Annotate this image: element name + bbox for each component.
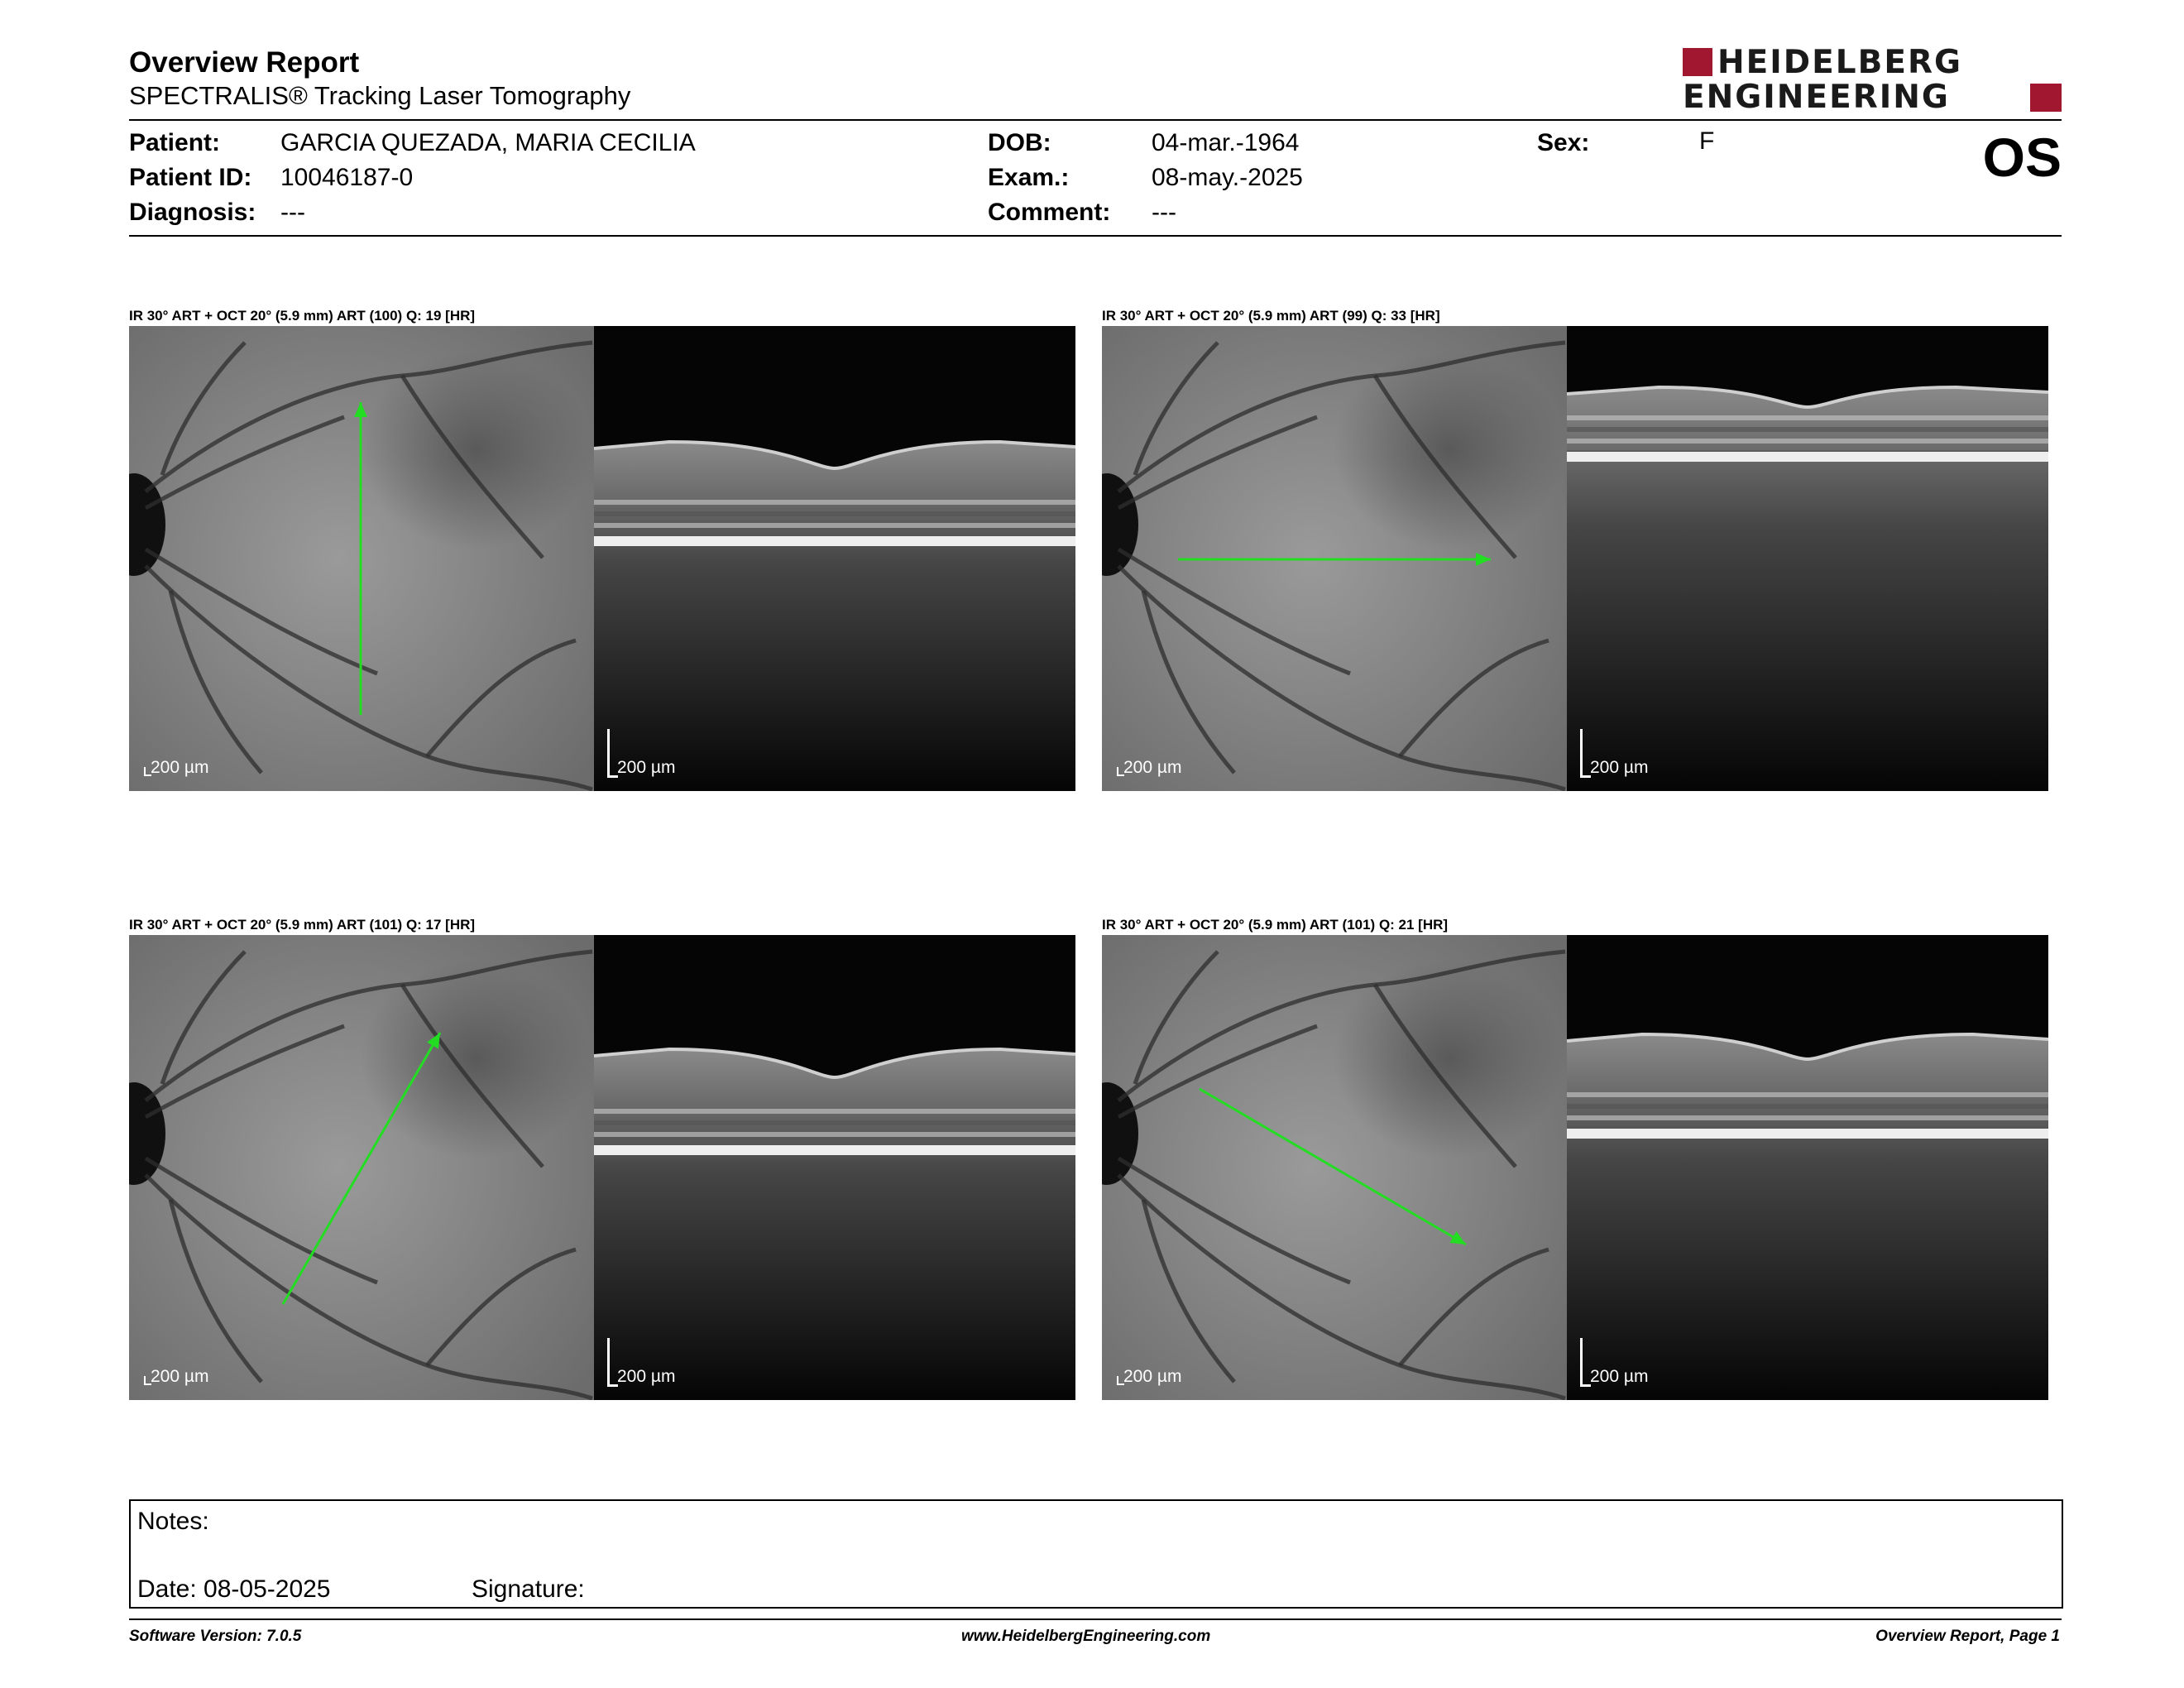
macula-region [361,351,592,549]
retinal-layer-band [1567,1092,2048,1097]
retina-tissue [1567,1034,2048,1400]
retinal-layer-band [1567,439,2048,444]
patient-label: Patient: [129,129,221,156]
fundus-svg [129,326,594,791]
rpe-band [1567,1129,2048,1139]
patient-name: GARCIA QUEZADA, MARIA CECILIA [280,129,696,156]
macula-region [1334,351,1565,549]
oct-scale-bar: 200 µm [614,758,675,778]
scan-panel-4 [1102,917,2048,1402]
sex-label: Sex: [1537,129,1590,156]
exam-label: Exam.: [988,164,1070,191]
scan-title: IR 30° ART + OCT 20° (5.9 mm) ART (101) Q: 17 [HR] [129,917,476,933]
oct-svg [594,326,1075,791]
footer-divider [129,1618,2062,1620]
notes-label: Notes: [137,1508,209,1535]
retinal-layer-band [594,1109,1075,1114]
comment-label: Comment: [988,199,1111,226]
website-link[interactable]: www.HeidelbergEngineering.com [961,1628,1211,1645]
macula-region [361,960,592,1158]
date-text: Date: 08-05-2025 [137,1575,331,1603]
scan-title: IR 30° ART + OCT 20° (5.9 mm) ART (99) Q: 33 [HR] [1102,308,1440,324]
ir-fundus-image [129,326,594,791]
rpe-band [594,1145,1075,1155]
macula-region [1334,960,1565,1158]
heidelberg-engineering-logo [1683,46,2062,116]
ir-fundus-image [1102,935,1567,1400]
patient-id-value: 10046187-0 [280,164,414,191]
ir-fundus-image [1102,326,1567,791]
scan-panel-3 [129,917,1075,1402]
report-title: Overview Report [129,46,360,79]
oct-bscan-image [594,326,1075,791]
comment-value: --- [1152,199,1176,226]
retina-tissue [594,442,1075,791]
fundus-scale-bar: 200 µm [1120,758,1181,778]
header-divider-bottom [129,235,2062,237]
fundus-svg [129,935,594,1400]
retinal-layer-band [594,1132,1075,1137]
diagnosis-value: --- [280,199,305,226]
exam-value: 08-may.-2025 [1152,164,1303,191]
retinal-layer-band [594,1120,1075,1125]
oct-scale-bar: 200 µm [1587,758,1648,778]
page-indicator: Overview Report, Page 1 [1875,1628,2060,1645]
dob-label: DOB: [988,129,1051,156]
scan-title: IR 30° ART + OCT 20° (5.9 mm) ART (101) Q: 21 [HR] [1102,917,1449,933]
logo-line1: HEIDELBERG [1717,44,1963,81]
oct-svg [1567,935,2048,1400]
oct-scale-bar: 200 µm [614,1367,675,1387]
fundus-scale-bar: 200 µm [1120,1367,1181,1387]
retinal-layer-band [1567,1104,2048,1109]
scan-panel-1 [129,308,1075,793]
retinal-layer-band [1567,1115,2048,1120]
header-divider-top [129,119,2062,121]
retina-tissue [594,1049,1075,1400]
eye-laterality: OS [1982,127,2062,188]
diagnosis-label: Diagnosis: [129,199,256,226]
logo-square-bottom [2030,84,2062,112]
report-subtitle: SPECTRALIS® Tracking Laser Tomography [129,81,631,110]
oct-bscan-image [594,935,1075,1400]
patient-id-label: Patient ID: [129,164,252,191]
oct-bscan-image [1567,326,2048,791]
retinal-layer-band [594,511,1075,516]
dob-value: 04-mar.-1964 [1152,129,1300,156]
rpe-band [1567,452,2048,462]
logo-line2: ENGINEERING [1683,79,1950,116]
software-version: Software Version: 7.0.5 [129,1628,302,1645]
retinal-layer-band [594,500,1075,505]
sex-value: F [1699,127,1715,155]
logo-square-top [1683,48,1712,76]
scan-panel-2 [1102,308,2048,793]
retinal-layer-band [1567,415,2048,420]
retinal-layer-band [1567,427,2048,432]
retina-tissue [1567,387,2048,791]
oct-bscan-image [1567,935,2048,1400]
fundus-scale-bar: 200 µm [147,758,208,778]
notes-box[interactable] [129,1499,2063,1609]
oct-svg [594,935,1075,1400]
scan-title: IR 30° ART + OCT 20° (5.9 mm) ART (100) Q: 19 [HR] [129,308,476,324]
ir-fundus-image [129,935,594,1400]
retinal-layer-band [594,523,1075,528]
fundus-svg [1102,326,1567,791]
oct-svg [1567,326,2048,791]
fundus-svg [1102,935,1567,1400]
fundus-scale-bar: 200 µm [147,1367,208,1387]
rpe-band [594,536,1075,546]
oct-scale-bar: 200 µm [1587,1367,1648,1387]
signature-label: Signature: [472,1575,585,1603]
